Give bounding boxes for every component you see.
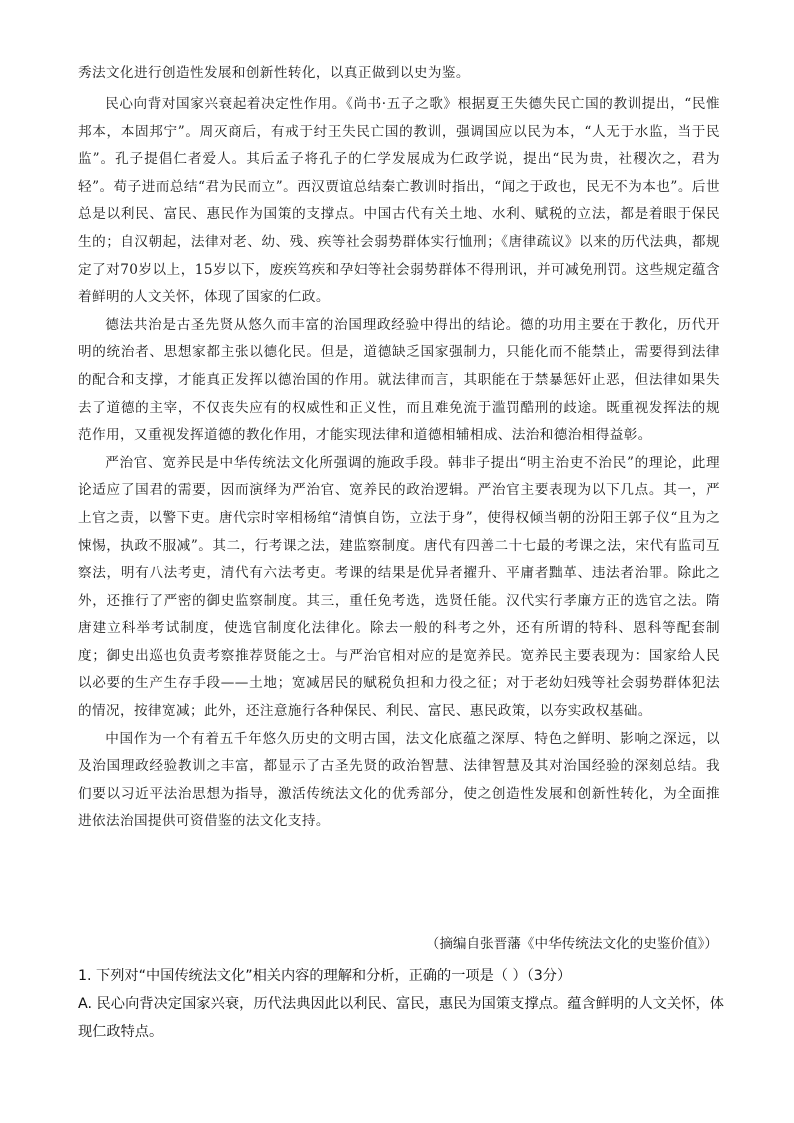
question-block bbox=[78, 962, 724, 1046]
passage-body bbox=[78, 91, 720, 836]
paragraph-virtue-law: 德法共治是古圣先贤从悠久而丰富的治国理政经验中得出的结论。德的功用主要在于教化，历代开明的统治者、思想家都主张以德化民。但是，道德缺乏国家强制力，只能化而不能禁止，需要得到法律的配合和支撑，才能真正发挥以德治国的作用。就法律而言，其职能在于禁暴惩奸止恶，但法律如果失去了道德的主宰，不仅丧失应有的权威性和正义性，而且难免流于滥罚酷刑的歧途。既重视发挥法的规范作用，又重视发挥道德的教化作用，才能实现法律和道德相辅相成、法治和德治相得益彰。 bbox=[78, 316, 720, 444]
paragraph-intro: 秀法文化进行创造性发展和创新性转化，以真正做到以史为鉴。 bbox=[78, 65, 470, 81]
paragraph-conclusion: 中国作为一个有着五千年悠久历史的文明古国，法文化底蕴之深厚、特色之鲜明、影响之深远，以及治国理政经验教训之丰富，都显示了古圣先贤的政治智慧、法律智慧及其对治国经验的深刻总结。我们要以习近平法治思想为指导，激活传统法文化的优秀部分，使之创造性发展和创新性转化，为全面推进依法治国提供可资借鉴的法文化支持。 bbox=[78, 730, 720, 830]
question-stem: 1. 下列对“中国传统法文化”相关内容的理解和分析，正确的一项是（ ）（3分） bbox=[78, 968, 572, 984]
option-a: A. 民心向背决定国家兴衰，历代法典因此以利民、富民，惠民为国策支撑点。蕴含鲜明的人文关怀，体现仁政特点。 bbox=[78, 996, 724, 1040]
source-citation: （摘编自张晋藩《中华传统法文化的史鉴价值》） bbox=[425, 936, 718, 952]
passage-continuation bbox=[78, 60, 720, 88]
paragraph-govern-officials: 严治官、宽养民是中华传统法文化所强调的施政手段。韩非子提出“明主治吏不治民”的理论，此理论适应了国君的需要，因而演绎为严治官、宽养民的政治逻辑。严治官主要表现为以下几点。其一，严上官之责，以警下吏。唐代宗时宰相杨绾“清慎自饬，立法于身”，使得权倾当朝的汾阳王郭子仪“且为之悚惕，执政不服减”。其二，行考课之法，建监察制度。唐代有四善二十七最的考课之法，宋代有监司互察法，明有八法考吏，清代有六法考吏。考课的结果是优异者擢升、平庸者黜革、违法者治罪。除此之外，还推行了严密的御史监察制度。其三，重任免考选，选贤任能。汉代实行孝廉方正的选官之法。隋唐建立科举考试制度，使选官制度化法律化。除去一般的科考之外，还有所谓的特科、恩科等配套制度；御史出巡也负责考察推荐贤能之士。与严治官相对应的是宽养民。宽养民主要表现为：国家给人民以必要的生产生存手段——土地；宽减居民的赋税负担和力役之征；对于老幼妇残等社会弱势群体犯法的情况，按律宽减；此外，还注意施行各种保民、利民、富民、惠民政策，以夯实政权基础。 bbox=[78, 454, 720, 720]
paragraph-people-heart: 民心向背对国家兴衰起着决定性作用。《尚书·五子之歌》根据夏王失德失民亡国的教训提出，“民惟邦本，本固邦宁”。周灭商后，有戒于纣王失民亡国的教训，强调国应以民为本，“人无于水监，当于民监”。孔子提倡仁者爱人。其后孟子将孔子的仁学发展成为仁政学说，提出“民为贵，社稷次之，君为轻”。荀子进而总结“君为民而立”。西汉贾谊总结秦亡教训时指出，“闻之于政也，民无不为本也”。后世总是以利民、富民、惠民作为国策的支撑点。中国古代有关土地、水利、赋税的立法，都是着眼于保民生的；自汉朝起，法律对老、幼、残、疾等社会弱势群体实行恤刑；《唐律疏议》以来的历代法典，都规定了对70岁以上，15岁以下，废疾笃疾和孕妇等社会弱势群体不得刑讯，并可减免刑罚。这些规定蕴含着鲜明的人文关怀，体现了国家的仁政。 bbox=[78, 96, 720, 306]
